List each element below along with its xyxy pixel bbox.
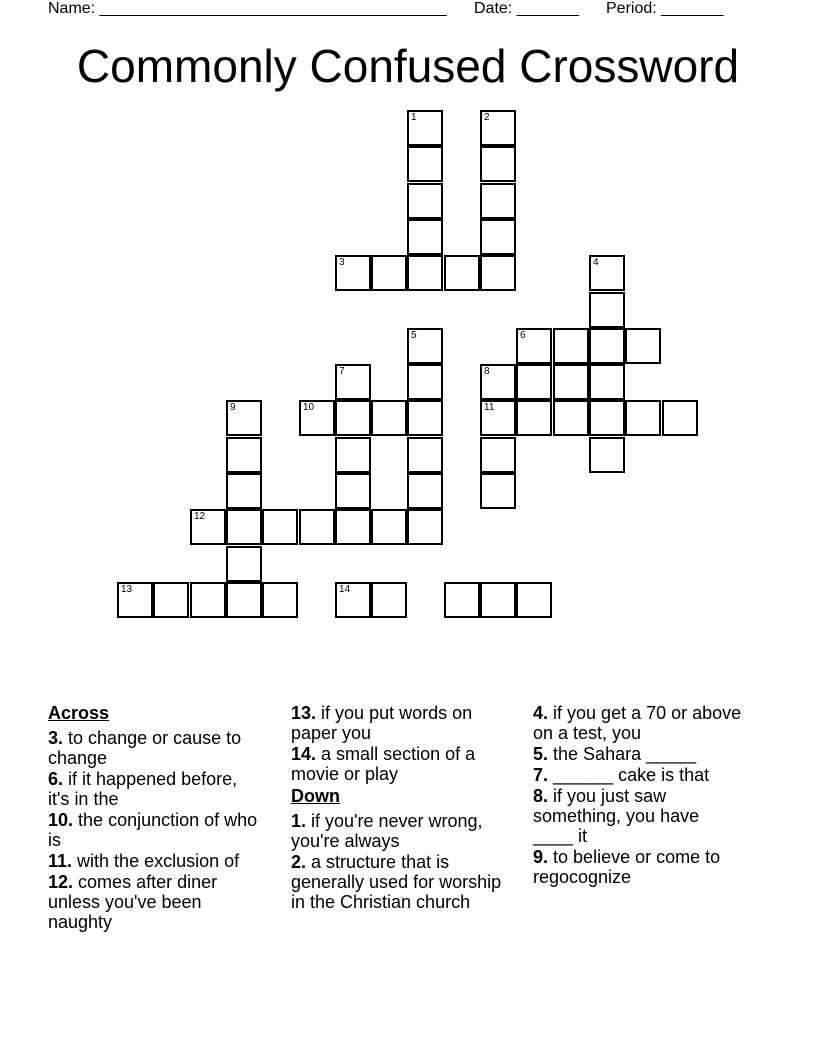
grid-cell[interactable] bbox=[335, 509, 371, 545]
clue-column-2 bbox=[291, 703, 513, 913]
period-field[interactable]: Period: _______ bbox=[606, 0, 724, 17]
grid-cell[interactable] bbox=[190, 509, 226, 545]
grid-cell[interactable] bbox=[407, 110, 443, 146]
clue-across-6: 6. if it happened before, it's in the bbox=[48, 769, 238, 809]
clue-across-10: 10. the conjunction of who is bbox=[48, 810, 258, 850]
clue-number: 6 bbox=[520, 330, 526, 341]
clue-number: 14 bbox=[339, 584, 351, 595]
grid-cell[interactable] bbox=[153, 582, 189, 618]
grid-cell[interactable] bbox=[480, 255, 516, 291]
clue-across-14: 14. a small section of a movie or play bbox=[291, 744, 476, 784]
grid-cell[interactable] bbox=[226, 437, 262, 473]
clue-number: 1 bbox=[411, 112, 417, 123]
grid-cell[interactable] bbox=[553, 364, 589, 400]
grid-cell[interactable] bbox=[407, 219, 443, 255]
grid-cell[interactable] bbox=[444, 255, 480, 291]
down-heading: Down bbox=[291, 786, 340, 806]
grid-cell[interactable] bbox=[516, 328, 552, 364]
grid-cell[interactable] bbox=[662, 400, 698, 436]
grid-cell[interactable] bbox=[407, 183, 443, 219]
grid-cell[interactable] bbox=[553, 400, 589, 436]
clue-number: 2 bbox=[484, 112, 490, 123]
grid-cell[interactable] bbox=[190, 582, 226, 618]
clue-across-13: 13. if you put words on paper you bbox=[291, 703, 473, 743]
grid-cell[interactable] bbox=[407, 437, 443, 473]
page-title: Commonly Confused Crossword bbox=[76, 40, 740, 92]
grid-cell[interactable] bbox=[407, 364, 443, 400]
grid-cell[interactable] bbox=[335, 437, 371, 473]
grid-cell[interactable] bbox=[480, 473, 516, 509]
grid-cell[interactable] bbox=[480, 582, 516, 618]
grid-cell[interactable] bbox=[335, 255, 371, 291]
date-field[interactable]: Date: _______ bbox=[474, 0, 579, 17]
grid-cell[interactable] bbox=[516, 364, 552, 400]
grid-cell[interactable] bbox=[480, 183, 516, 219]
grid-cell[interactable] bbox=[480, 400, 516, 436]
grid-cell[interactable] bbox=[226, 473, 262, 509]
grid-cell[interactable] bbox=[407, 473, 443, 509]
grid-cell[interactable] bbox=[226, 509, 262, 545]
grid-cell[interactable] bbox=[480, 364, 516, 400]
grid-cell[interactable] bbox=[335, 582, 371, 618]
grid-cell[interactable] bbox=[371, 582, 407, 618]
grid-cell[interactable] bbox=[480, 437, 516, 473]
name-field[interactable]: Name: _______________________________________ bbox=[48, 0, 447, 17]
clue-down-4: 4. if you get a 70 or above on a test, you bbox=[533, 703, 742, 743]
grid-cell[interactable] bbox=[226, 546, 262, 582]
grid-cell[interactable] bbox=[589, 364, 625, 400]
grid-cell[interactable] bbox=[299, 509, 335, 545]
grid-cell[interactable] bbox=[226, 400, 262, 436]
clue-across-11: 11. with the exclusion of bbox=[48, 851, 240, 871]
clue-number: 4 bbox=[593, 257, 599, 268]
grid-cell[interactable] bbox=[407, 328, 443, 364]
grid-cell[interactable] bbox=[226, 582, 262, 618]
grid-cell[interactable] bbox=[335, 364, 371, 400]
grid-cell[interactable] bbox=[335, 473, 371, 509]
grid-cell[interactable] bbox=[371, 509, 407, 545]
grid-cell[interactable] bbox=[589, 292, 625, 328]
clue-down-1: 1. if you're never wrong, you're always bbox=[291, 811, 483, 851]
clue-down-9: 9. to believe or come to regocognize bbox=[533, 847, 721, 887]
clue-across-12: 12. comes after diner unless you've been naughty bbox=[48, 872, 218, 932]
clue-column-3 bbox=[533, 703, 743, 888]
grid-cell[interactable] bbox=[516, 400, 552, 436]
across-heading: Across bbox=[48, 703, 110, 723]
clue-down-7: 7. ______ cake is that bbox=[533, 765, 710, 785]
grid-cell[interactable] bbox=[407, 255, 443, 291]
clue-column-1 bbox=[48, 703, 263, 933]
clue-number: 3 bbox=[339, 257, 345, 268]
grid-cell[interactable] bbox=[589, 255, 625, 291]
grid-cell[interactable] bbox=[444, 582, 480, 618]
grid-cell[interactable] bbox=[407, 400, 443, 436]
grid-cell[interactable] bbox=[589, 400, 625, 436]
clue-number: 8 bbox=[484, 366, 490, 377]
grid-cell[interactable] bbox=[335, 400, 371, 436]
grid-cell[interactable] bbox=[371, 400, 407, 436]
grid-cell[interactable] bbox=[262, 509, 298, 545]
grid-cell[interactable] bbox=[480, 110, 516, 146]
grid-cell[interactable] bbox=[589, 437, 625, 473]
clue-down-2: 2. a structure that is generally used for worship in the Christian church bbox=[291, 852, 502, 912]
clue-down-8: 8. if you just saw something, you have ____ it bbox=[533, 786, 700, 846]
grid-cell[interactable] bbox=[625, 400, 661, 436]
grid-cell[interactable] bbox=[407, 146, 443, 182]
clue-number: 13 bbox=[121, 584, 133, 595]
clue-number: 11 bbox=[484, 402, 495, 413]
grid-cell[interactable] bbox=[480, 146, 516, 182]
grid-cell[interactable] bbox=[117, 582, 153, 618]
grid-cell[interactable] bbox=[299, 400, 335, 436]
grid-cell[interactable] bbox=[553, 328, 589, 364]
clue-number: 12 bbox=[194, 511, 206, 522]
grid-cell[interactable] bbox=[589, 328, 625, 364]
grid-cell[interactable] bbox=[480, 219, 516, 255]
clue-number: 5 bbox=[411, 330, 417, 341]
grid-cell[interactable] bbox=[407, 509, 443, 545]
clue-across-3: 3. to change or cause to change bbox=[48, 728, 242, 768]
clue-number: 7 bbox=[339, 366, 345, 377]
clue-number: 9 bbox=[230, 402, 236, 413]
clue-down-5: 5. the Sahara _____ bbox=[533, 744, 697, 764]
grid-cell[interactable] bbox=[262, 582, 298, 618]
grid-cell[interactable] bbox=[371, 255, 407, 291]
clue-number: 10 bbox=[303, 402, 315, 413]
grid-cell[interactable] bbox=[625, 328, 661, 364]
grid-cell[interactable] bbox=[516, 582, 552, 618]
